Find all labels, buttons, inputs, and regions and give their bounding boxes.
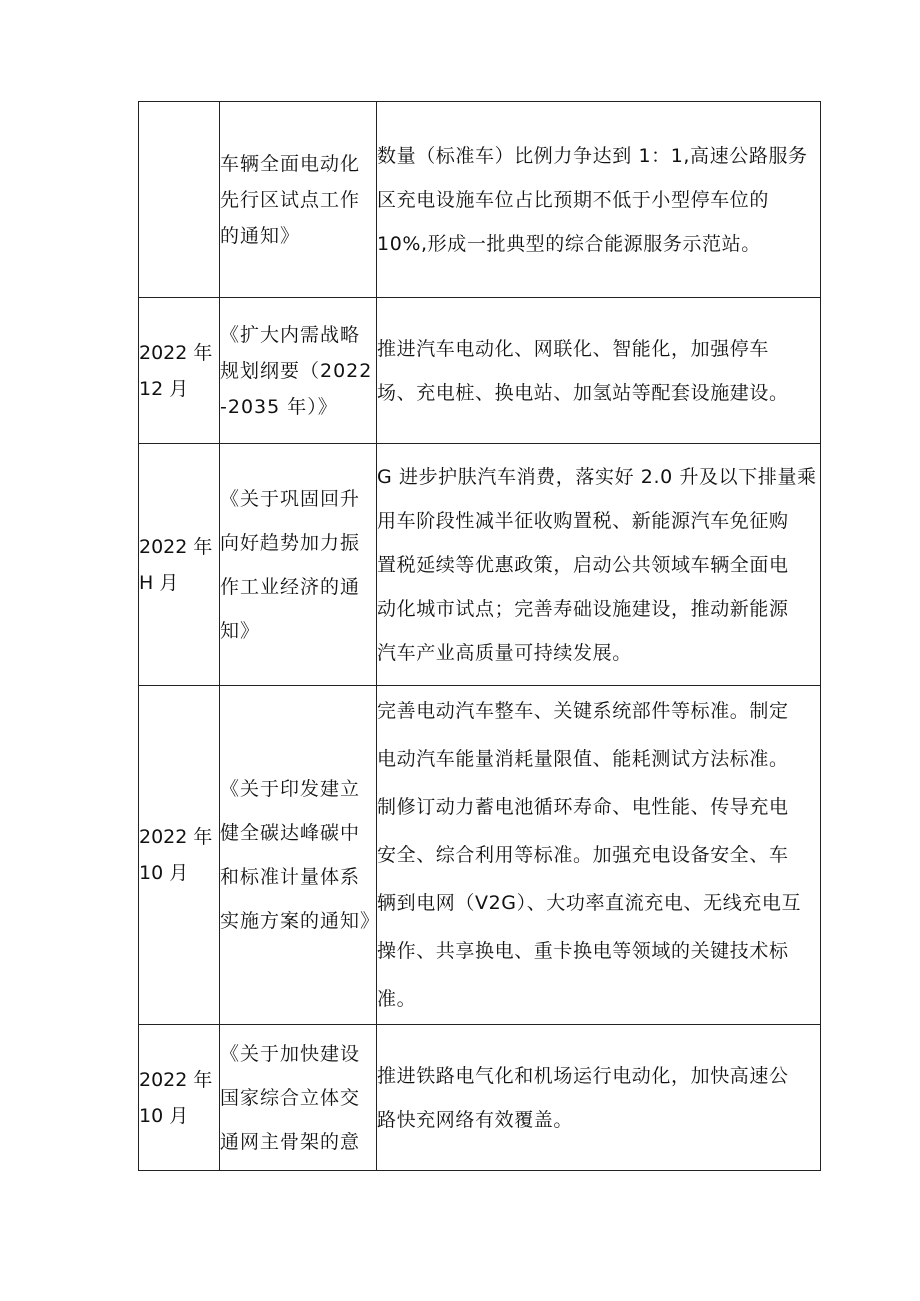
document-cell: 车辆全面电动化 先行区试点工作 的通知》 (220, 102, 377, 298)
policy-table (138, 101, 821, 1171)
table-row (139, 1025, 821, 1171)
table-row (139, 298, 821, 444)
date-cell: 2022 年 10 月 (139, 686, 220, 1025)
document-cell: 《关于加快建设 国家综合立体交 通网主骨架的意 (220, 1025, 377, 1171)
date-cell: 2022 年 10 月 (139, 1025, 220, 1171)
content-cell: 推进汽车电动化、网联化、智能化，加强停车 场、充电桩、换电站、加氢站等配套设施建设。 (377, 298, 821, 444)
content-cell: 数量（标准车）比例力争达到 1：1,高速公路服务 区充电设施车位占比预期不低于小型停车位的 10%,形成一批典型的综合能源服务示范站。 (377, 102, 821, 298)
date-cell: 2022 年 H 月 (139, 444, 220, 686)
content-cell: 推进铁路电气化和机场运行电动化，加快高速公 路快充网络有效覆盖。 (377, 1025, 821, 1171)
document-cell: 《关于巩固回升 向好趋势加力振 作工业经济的通 知》 (220, 444, 377, 686)
content-cell: 完善电动汽车整车、关键系统部件等标准。制定 电动汽车能量消耗量限值、能耗测试方法标准。 制修订动力蓄电池循环寿命、电性能、传导充电 安全、综合利用等标准。加强充电设备安全、车 辆到电网（V2G）、大功率直流充电、无线充电互 操作、共享换电、重卡换电等领域的关键技术标 准。 (377, 686, 821, 1025)
document-cell: 《关于印发建立 健全碳达峰碳中 和标准计量体系 实施方案的通知》 (220, 686, 377, 1025)
date-cell (139, 102, 220, 298)
document-cell: 《扩大内需战略 规划纲要（2022 -2035 年）》 (220, 298, 377, 444)
content-cell: G 进步护肤汽车消费，落实好 2.0 升及以下排量乘 用车阶段性减半征收购置税、新能源汽车免征购 置税延续等优惠政策，启动公共领域车辆全面电 动化城市试点；完善寿础设施建设，推动新能源 汽车产业高质量可持续发展。 (377, 444, 821, 686)
table-row (139, 102, 821, 298)
table-row (139, 444, 821, 686)
date-cell: 2022 年 12 月 (139, 298, 220, 444)
table-row (139, 686, 821, 1025)
